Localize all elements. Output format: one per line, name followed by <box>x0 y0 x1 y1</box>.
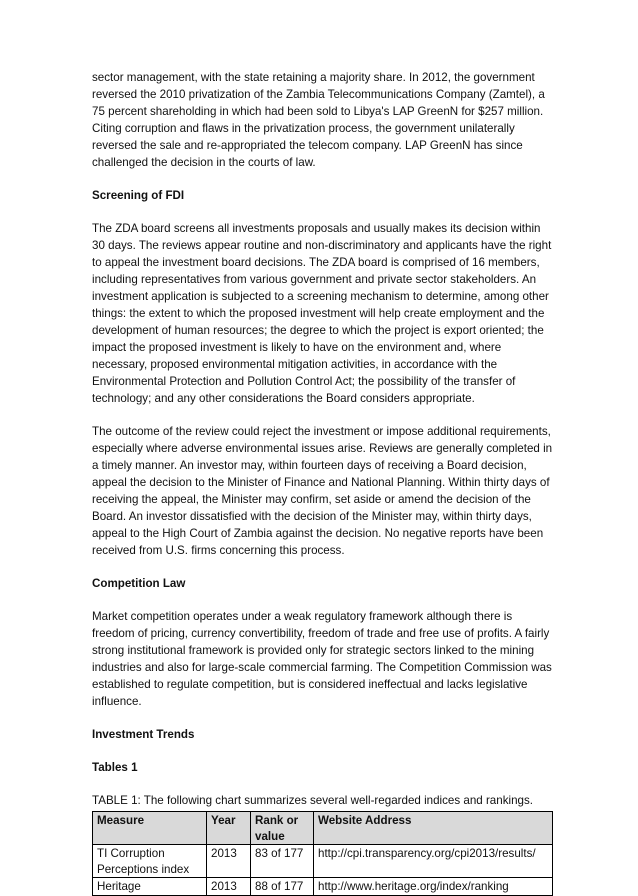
cell-year: 2013 <box>207 878 251 896</box>
screening-heading: Screening of FDI <box>92 189 185 202</box>
table-caption: TABLE 1: The following chart summarizes several well-regarded indices and rankings. <box>92 794 533 807</box>
cell-website-link[interactable]: http://cpi.transparency.org/cpi2013/results/ <box>314 845 553 878</box>
competition-paragraph: Market competition operates under a weak regulatory framework although there is freedom of pricing, currency convertibility, freedom of trade and free use of profits. A fairly strong institutional framework is provided only for strategic sectors linked to the mining industries and also for large-scale commercial farming. The Competition Commission was established to regulate competition, but is considered ineffectual and lacks legislative influence. <box>92 610 552 708</box>
table-header-row <box>93 812 553 845</box>
intro-paragraph: sector management, with the state retaining a majority share. In 2012, the government reversed the 2010 privatization of the Zambia Telecommunications Company (Zamtel), a 75 percent shareholding in which had been sold to Libya's LAP GreenN for $257 million. Citing corruption and flaws in the privatization process, the government unilaterally reversed the sale and re-appropriated the telecom company. LAP GreenN has since challenged the decision in the courts of law. <box>92 71 545 169</box>
cell-measure: Heritage <box>93 878 207 896</box>
tables-heading: Tables 1 <box>92 761 138 774</box>
cell-rank: 83 of 177 <box>251 845 314 878</box>
cell-measure: TI Corruption Perceptions index <box>93 845 207 878</box>
screening-paragraph-1: The ZDA board screens all investments proposals and usually makes its decision within 30 days. The reviews appear routine and non-discriminatory and applicants have the right to appeal the investment board decisions. The ZDA board is comprised of 16 members, including representatives from various government and private sector stakeholders. An investment application is subjected to a screening mechanism to determine, among other things: the extent to which the proposed investment will help create employment and the development of human resources; the degree to which the project is export oriented; the impact the proposed investment is likely to have on the environment and, where necessary, proposed environmental mitigation activities, in accordance with the Environmental Protection and Pollution Control Act; the possibility of the transfer of technology; and any other considerations the Board considers appropriate. <box>92 222 552 405</box>
column-header-year: Year <box>207 812 251 845</box>
cell-website-link[interactable]: http://www.heritage.org/index/ranking <box>314 878 553 896</box>
document-page <box>92 69 556 896</box>
competition-heading: Competition Law <box>92 577 186 590</box>
screening-paragraph-2: The outcome of the review could reject the investment or impose additional requirements, especially where adverse environmental issues arise. Reviews are generally completed in a timely manner. An investor may, within fourteen days of receiving a Board decision, appeal the decision to the Minister of Finance and National Planning. Within thirty days of receiving the appeal, the Minister may confirm, set aside or amend the decision of the Board. An investor dissatisfied with the decision of the Minister may, within thirty days, appeal to the High Court of Zambia against the decision. No negative reports have been received from U.S. firms concerning this process. <box>92 425 553 557</box>
cell-year: 2013 <box>207 845 251 878</box>
column-header-website: Website Address <box>314 812 553 845</box>
cell-rank: 88 of 177 <box>251 878 314 896</box>
table-row <box>93 878 553 896</box>
rankings-table <box>92 811 553 896</box>
column-header-rank: Rank or value <box>251 812 314 845</box>
investment-trends-heading: Investment Trends <box>92 728 195 741</box>
column-header-measure: Measure <box>93 812 207 845</box>
table-row <box>93 845 553 878</box>
